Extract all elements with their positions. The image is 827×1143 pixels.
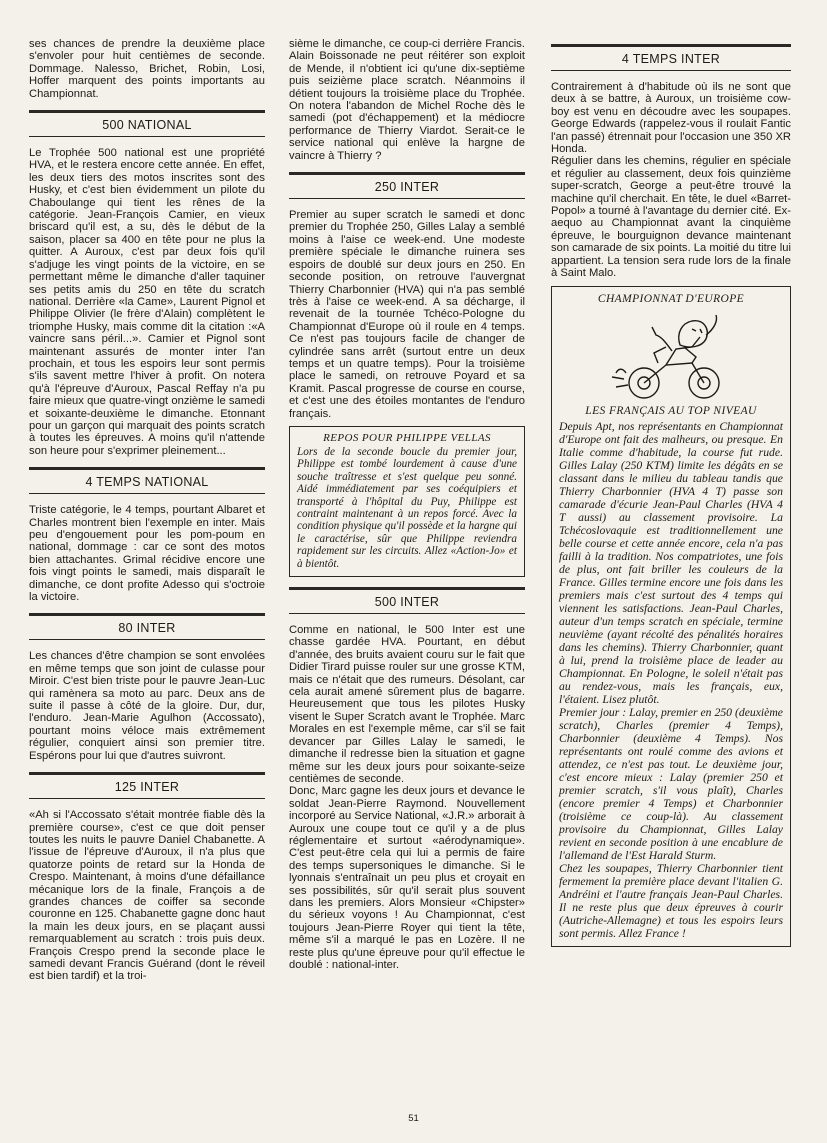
column-1 — [29, 38, 265, 983]
column-2 — [289, 38, 525, 971]
section-heading-4-temps-national: 4 TEMPS NATIONAL — [29, 467, 265, 494]
section-heading-500-inter: 500 INTER — [289, 587, 525, 614]
section-heading-80-inter: 80 INTER — [29, 613, 265, 640]
article-continuation: ses chances de prendre la deuxième place s'envoler pour huit centièmes de seconde. Dommage. Nalesso, Brichet, Robin, Losi, Hoffer marquent des points importants au Championnat. — [29, 38, 265, 100]
sidebar-box-vellas — [289, 426, 525, 577]
page-number: 51 — [408, 1113, 419, 1124]
box-text: Depuis Apt, nos représentants en Championnat d'Europe ont fait des malheurs, ou presque. En Italie comme d'habitude, la course fut rude. Gilles Lalay (250 KTM) limite les dégâts en se classant dans le milieu du tableau tandis que Thierry Charbonnier (HVA 4 T) passe son camarade d'écurie Jean-Paul Charles (HVA 4 T aussi) au classement provisoire. La Tchécoslovaquie est traditionnellement une belle course et cette année encore, cela n'a pas failli à la tradition. Nos compatriotes, une fois de plus, ont fait briller les couleurs de la France. Gilles termine encore une fois dans les premiers mais c'est surtout des 4 temps qui viennent les satisfactions. Jean-Paul Charles, auteur d'un temps scratch en spéciale, termine neuvième (ayant récolté des pénalités horaires dans les chemins). Thierry Charbonnier, quant à lui, prend la troisième place de leader au Championnat. En Pologne, le soleil n'était pas au rendez-vous, mais les français, eux, l'étaient. Lisez plutôt. Premier jour : Lalay, premier en 250 (deuxième scratch), Charles (premier 4 Temps), Charbonnier (deuxième 4 Temps). Nos représentants ont roulé comme des avions et attendez, ce n'est pas tout. Le deuxième jour, c'est encore mieux : Lalay (premier 250 et premier scratch, s'il vous plaît), Charles (encore premier 4 Temps) et Charbonnier (troisième ce coup-là). Au classement provisoire du Championnat, Gilles Lalay revient en seconde position à une encablure de l'allemand de l'Est Harald Sturm. Chez les soupapes, Thierry Charbonnier tient fermement la première place devant l'italien G. Andréini et l'autre français Jean-Paul Charles. Il ne reste plus que deux épreuves à courir (Autriche-Allemagne) et tous les espoirs leurs sont permis. Allez France ! — [559, 419, 783, 940]
section-text-500-inter: Comme en national, le 500 Inter est une chasse gardée HVA. Pourtant, en début d'année, des bruits avaient couru sur le fait que Didier Tirard puisse rouler sur une grosse KTM, mais ce n'était que des rumeurs. Désolant, car cela aurait amené sûrement plus de bagarre. Heureusement que tous les pilotes Husky visent le Super Scratch avant le Trophée. Marc Morales en est l'exemple même, car s'il se fait devancer par Gilles Lalay le samedi, le dimanche il redresse bien la situation et gagne même sur les deux jours pour soixante-seize centièmes de seconde. Donc, Marc gagne les deux jours et devance le soldat Jean-Pierre Raymond. Nouvellement incorporé au Service National, «J.R.» arborait à Auroux une coupe tout ce qu'il y a de plus réglementaire et surtout «aérodynamique». C'est peut-être cela qui lui a permis de faire des temps supersoniques le dimanche. Si le lyonnais s'entraînait un peu plus et croyait en ses possibilités, sûr qu'il serait plus souvent dans les premiers. Alors Monsieur «Chipster» du sérieux voyons ! Au Championnat, c'est toujours Jean-Pierre Royer qui tient la tête, même s'il a marqué le pas en Lozère. Il ne reste plus qu'une épreuve pour qu'il effectue le doublé : national-inter. — [289, 624, 525, 971]
section-text-500-national: Le Trophée 500 national est une propriété HVA, et le restera encore cette année. En effet, les deux tiers des motos inscrites sont des Husky, et c'est bien évidemment un pilote du Chaboulange qui tient les rênes de la catégorie. Jean-François Camier, en vieux briscard qu'il est, a su, dès le début de la saison, placer sa 400 en tête pour ne plus la quitter. A Auroux, c'est par deux fois qu'il s'adjuge les vingt points de la victoire, en se permettant même le dimanche d'aller taquiner ses petits amis du 250 en tête du scratch national. Derrière «la Came», Laurent Pignol et Philippe Olivier (le frère d'Alain) complètent le triomphe Husky, mais comme dit la citation :«A vaincre sans péril...». Camier et Pignol sont maintenant assurés de monter inter l'an prochain, et tous les espoirs leur sont permis s'ils savent mettre l'hiver à profit. On notera qu'à l'épreuve d'Auroux, Pascal Reffay n'a pu faire mieux que quatre-vingt onzième le samedi et soixante-deuxième le dimanche. Etonnant pour un garçon qui marquait des points scratch à toutes les épreuves. A moins qu'il n'attende son heure pour s'exprimer pleinement... — [29, 147, 265, 457]
section-text-125-inter: «Ah si l'Accossato s'était montrée fiable dès la première course», c'est ce que doit penser toutes les nuits le pauvre Daniel Chabanette. A l'issue de l'épreuve d'Auroux, il n'a plus que quatorze points de retard sur la Honda de Crespo. Maintenant, à moins d'une défaillance mécanique lors de la finale, François a de grandes chances de coiffer sa seconde couronne en 125. Chabanette gagne donc haut la main les deux jours, en se plaçant aussi remarquablement au scratch : trois puis deux. François Crespo prend la seconde place le samedi devant Francis Guérand (dont le réveil est bien tardif) et la troi- — [29, 809, 265, 983]
sidebar-box-championnat-europe — [551, 286, 791, 947]
box-title: REPOS POUR PHILIPPE VELLAS — [323, 431, 491, 444]
section-heading-500-national: 500 NATIONAL — [29, 110, 265, 137]
box-text: Lors de la seconde boucle du premier jour, Philippe est tombé lourdement à cause d'une souche traîtresse et s'est quelque peu sonné. Aidé immédiatement par ses coéquipiers et transporté à l'hôpital du Puy, Philippe est contraint maintenant à un repos forcé. Avec la condition physique qu'il possède et la hargne qui le caractérise, sûr que Philippe reviendra rapidement sur les circuits. Allez «Action-Jo» et à bientôt. — [297, 445, 517, 570]
section-heading-125-inter: 125 INTER — [29, 772, 265, 799]
section-heading-4-temps-inter: 4 TEMPS INTER — [551, 44, 791, 71]
box-subtitle: LES FRANÇAIS AU TOP NIVEAU — [585, 404, 757, 417]
section-text-4-temps-inter: Contrairement à d'habitude où ils ne sont que deux à se battre, à Auroux, un troisième cow-boy est venu en découdre avec les soupapes. George Edwards (rappelez-vous il roulait Fantic l'an passé) étrennait pour l'occasion une 350 XR Honda. Régulier dans les chemins, régulier en spéciale et régulier au classement, deux fois quinzième super-scratch, George a peut-être trouvé la machine qu'il cherchait. En tête, le duel «Barret-Popol» a tourné à l'avantage du dernier cité. Ex-aequo au Championnat avant la cinquième épreuve, le bourguignon devance maintenant son camarade de six points. La moitié du titre lui appartient. La tension sera rude lors de la finale à Saint Malo. — [551, 81, 791, 280]
motorcycle-rider-illustration — [596, 307, 746, 403]
article-continuation: sième le dimanche, ce coup-ci derrière Francis. Alain Boissonade ne peut réitérer son exploit de Mende, il n'obtient ici qu'une dix-septième puis seizième place scratch. Néanmoins il détient toujours la troisième place du Trophée. On notera l'abandon de Michel Roche dès le samedi (pot d'échappement) et la médiocre performance de Thierry Viardot. Serait-ce le service national qui enlève la hargne de vaincre à Thierry ? — [289, 38, 525, 162]
section-text-250-inter: Premier au super scratch le samedi et donc premier du Trophée 250, Gilles Lalay a semblé moins à l'aise ce week-end. Une modeste première spéciale le dimanche ruinera ses espoirs de doublé sur deux jours en 250. En seconde position, on retrouve l'auvergnat Thierry Charbonnier (HVA) qui n'a pas semblé très à l'aise ce week-end. A sa décharge, il revenait de la tournée Tchéco-Pologne du Championnat d'Europe où il roule en 4 temps. Ce n'est pas toujours facile de changer de cylindrée sans arrêt (surtout entre un deux temps et un quatre temps). Pour la troisième place le samedi, on retrouve Poyard et sa Kramit. Pascal progresse de course en course, et c'est une des étoiles montantes de l'enduro français. — [289, 209, 525, 420]
section-text-4-temps-national: Triste catégorie, le 4 temps, pourtant Albaret et Charles montrent bien l'exemple en inter. Mais peu d'engouement pour les pom-poum en national, dommage : car ce sont des motos bien attachantes. Grimal récidive encore une fois vingt points le samedi, mais disparaît le dimanche, ce dont profite Adesso qui s'octroie la victoire. — [29, 504, 265, 604]
column-3 — [551, 38, 791, 957]
box-title: CHAMPIONNAT D'EUROPE — [597, 292, 745, 305]
section-heading-250-inter: 250 INTER — [289, 172, 525, 199]
section-text-80-inter: Les chances d'être champion se sont envolées en même temps que son joint de culasse pour Miroir. C'est bien triste pour le pauvre Jean-Luc qui ramènera sa moto au parc. Deux ans de suite il passe à côté de la gloire. Dur, dur, l'enduro. Jean-Marie Agulhon (Accossato), pourtant moins véloce mais extrêmement régulier, conquiert ainsi son premier titre. Espérons pour lui que d'autres suivront. — [29, 650, 265, 762]
